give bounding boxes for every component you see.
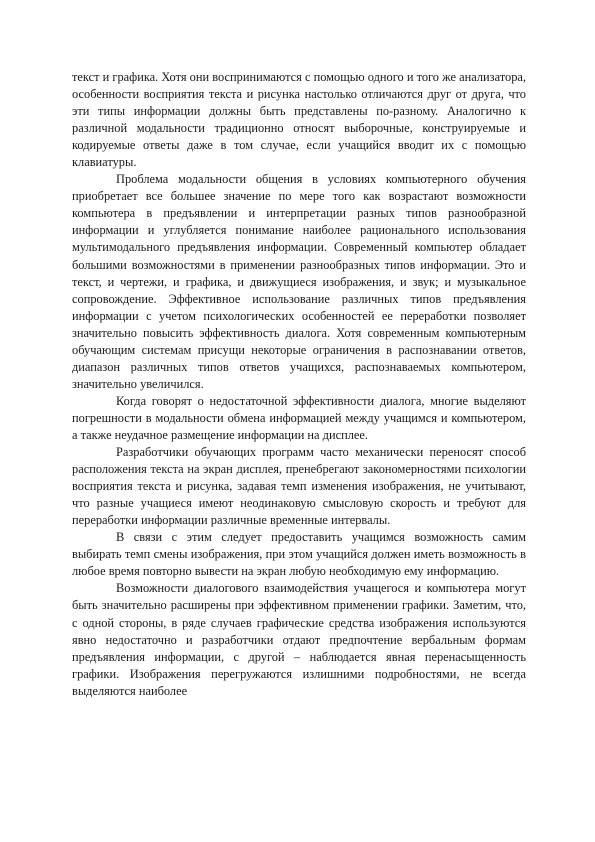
paragraph-2: Проблема модальности общения в условиях компьютерного обучения приобретает все большее значение по мере того как возрастают возможности компьютера в предъявлении и интерпретации разных типов разнообразной информации и углубляется понимание наиболее рационального использования мультимодального предъявления информации. Современный компьютер обладает большими возможностями в применении разнообразных типов информации. Это и текст, и чертежи, и графика, и движущиеся изображения, и звук; и музыкальное сопровождение. Эффективное использование различных типов предъявления информации с учетом психологических особенностей ее переработки позволяет значительно повысить эффективность диалога. Хотя современным компьютерным обучающим системам присущи некоторые ограничения в распознавании ответов, диапазон различных типов ответов учащихся, распознаваемых компьютером, значительно увеличился. — [72, 172, 526, 391]
paragraph-1: текст и графика. Хотя они воспринимаются с помощью одного и того же анализатора, особенности восприятия текста и рисунка настолько отличаются друг от друга, что эти типы информации должны быть представлены по-разному. Аналогично к различной модальности традиционно относят выборочные, конструируемые и кодируемые ответы даже в том случае, если учащийся вводит их с помощью клавиатуры. — [72, 70, 526, 170]
document-page — [72, 69, 526, 700]
paragraph-5: В связи с этим следует предоставить учащимся возможность самим выбирать темп смены изображения, при этом учащийся должен иметь возможность в любое время повторно вывести на экран любую необходимую ему информацию. — [72, 530, 526, 579]
paragraph-6: Возможности диалогового взаимодействия учащегося и компьютера могут быть значительно расширены при эффективном применении графики. Заметим, что, с одной стороны, в ряде случаев графические средства изображения используются явно недостаточно и разработчики отдают предпочтение вербальным формам предъявления информации, с другой – наблюдается явная перенасыщенность графики. Изображения перегружаются излишними подробностями, не всегда выделяются наиболее — [72, 581, 526, 698]
paragraph-4: Разработчики обучающих программ часто механически переносят способ расположения текста на экран дисплея, пренебрегают закономерностями психологии восприятия текста и рисунка, задавая темп изменения изображения, не учитывают, что разные учащиеся имеют неодинаковую смысловую скорость и требуют для переработки информации различные временные интервалы. — [72, 445, 526, 528]
paragraph-3: Когда говорят о недостаточной эффективности диалога, многие выделяют погрешности в модальности обмена информацией между учащимся и компьютером, а также неудачное размещение информации на дисплее. — [72, 393, 526, 442]
